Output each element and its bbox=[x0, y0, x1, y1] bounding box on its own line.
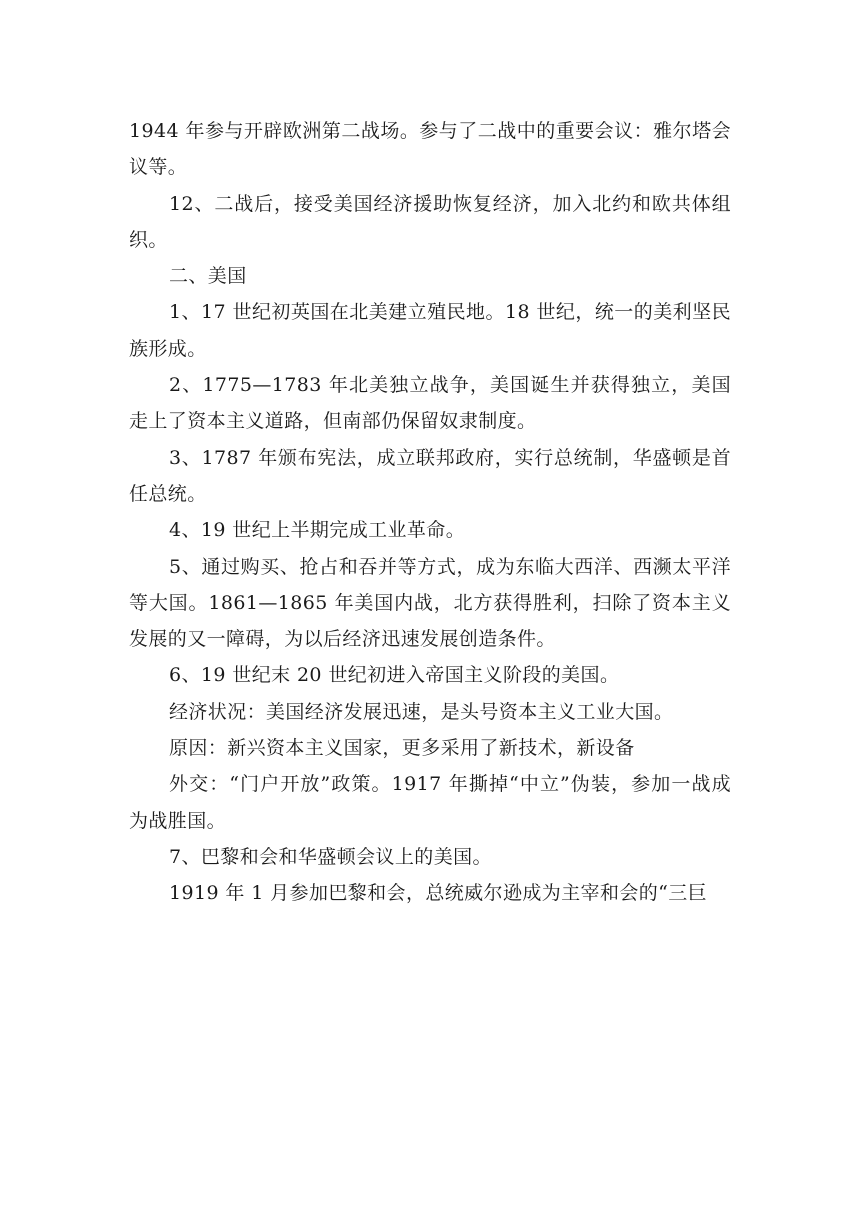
paragraph-13: 7、巴黎和会和华盛顿会议上的美国。 bbox=[169, 845, 492, 868]
document-body bbox=[129, 113, 731, 912]
paragraph-1: 1944 年参与开辟欧洲第二战场。参与了二战中的重要会议：雅尔塔会议等。 bbox=[129, 120, 731, 179]
paragraph-4: 1、17 世纪初英国在北美建立殖民地。18 世纪，统一的美利坚民族形成。 bbox=[129, 301, 731, 360]
paragraph-5: 2、1775—1783 年北美独立战争，美国诞生并获得独立，美国走上了资本主义道路，但南部仍保留奴隶制度。 bbox=[129, 374, 731, 433]
paragraph-12: 外交：“门户开放”政策。1917 年撕掉“中立”伪装，参加一战成为战胜国。 bbox=[129, 773, 731, 832]
paragraph-6: 3、1787 年颁布宪法，成立联邦政府，实行总统制，华盛顿是首任总统。 bbox=[129, 446, 731, 505]
paragraph-8: 5、通过购买、抢占和吞并等方式，成为东临大西洋、西濒太平洋等大国。1861—1865 年美国内战，北方获得胜利，扫除了资本主义发展的又一障碍，为以后经济迅速发展创造条件。 bbox=[129, 555, 731, 651]
paragraph-9: 6、19 世纪末 20 世纪初进入帝国主义阶段的美国。 bbox=[169, 664, 620, 687]
paragraph-7: 4、19 世纪上半期完成工业革命。 bbox=[169, 519, 466, 542]
paragraph-11: 原因：新兴资本主义国家，更多采用了新技术，新设备 bbox=[169, 737, 635, 760]
paragraph-10: 经济状况：美国经济发展迅速，是头号资本主义工业大国。 bbox=[169, 700, 674, 723]
section-heading-usa: 二、美国 bbox=[169, 265, 247, 288]
paragraph-14: 1919 年 1 月参加巴黎和会，总统威尔逊成为主宰和会的“三巨 bbox=[169, 882, 708, 905]
paragraph-2: 12、二战后，接受美国经济援助恢复经济，加入北约和欧共体组织。 bbox=[129, 192, 731, 251]
